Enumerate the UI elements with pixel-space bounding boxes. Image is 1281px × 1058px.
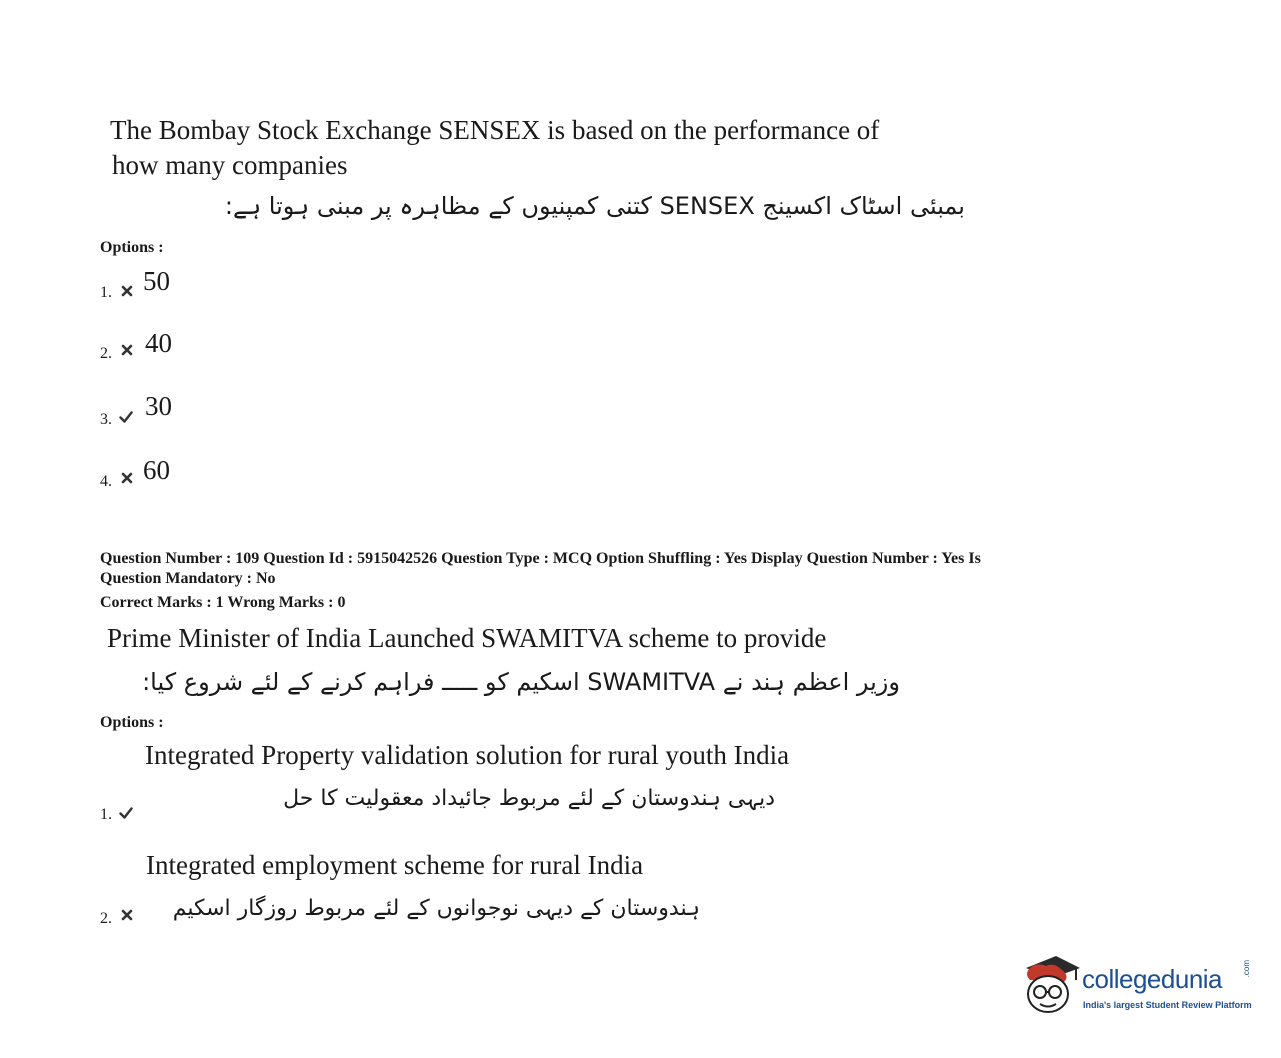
- question1-urdu: بمبئی اسٹاک اکسینج SENSEX کتنی کمپنیوں کے مظاہرہ پر مبنی ہوتا ہے:: [224, 192, 965, 220]
- q2-option-2[interactable]: [100, 848, 900, 933]
- option-value: 40: [145, 328, 172, 358]
- cross-icon: [120, 908, 134, 922]
- cross-icon: [120, 343, 134, 357]
- question1-text-line2: how many companies: [112, 150, 348, 180]
- cross-icon: [120, 284, 134, 298]
- logo-suffix: .com: [1242, 960, 1251, 978]
- question2-options-label: Options :: [100, 714, 164, 731]
- option-number: 4.: [100, 473, 112, 490]
- option-number: 2.: [100, 345, 112, 362]
- question-marks: Correct Marks : 1 Wrong Marks : 0: [100, 594, 346, 611]
- option-urdu: ہندوستان کے دیہی نوجوانوں کے لئے مربوط روزگار اسکیم: [172, 896, 700, 921]
- question-meta-line1: Question Number : 109 Question Id : 5915042526 Question Type : MCQ Option Shuffling : Yes Display Question Number : Yes Is: [100, 550, 981, 567]
- collegedunia-logo[interactable]: [1020, 950, 1260, 1022]
- option-value: 60: [143, 455, 170, 485]
- check-icon: [119, 806, 133, 820]
- question1-text-line1: The Bombay Stock Exchange SENSEX is based on the performance of: [110, 115, 880, 145]
- option-value: 50: [143, 266, 170, 296]
- option-number: 1.: [100, 284, 112, 301]
- q2-option-1[interactable]: [100, 738, 900, 828]
- question2-urdu: وزیر اعظم ہند نے SWAMITVA اسکیم کو ـــــ فراہم کرنے کے لئے شروع کیا:: [142, 668, 900, 696]
- option-text: Integrated Property validation solution for rural youth India: [145, 740, 790, 770]
- option-number: 1.: [100, 806, 112, 823]
- question2-text: Prime Minister of India Launched SWAMITVA scheme to provide: [107, 623, 827, 653]
- question1-options-label: Options :: [100, 239, 164, 256]
- option-urdu: دیہی ہندوستان کے لئے مربوط جائیداد معقولیت کا حل: [283, 786, 775, 811]
- cross-icon: [120, 471, 134, 485]
- logo-tagline: India's largest Student Review Platform: [1083, 1000, 1252, 1010]
- option-number: 3.: [100, 411, 112, 428]
- option-text: Integrated employment scheme for rural India: [146, 850, 644, 880]
- logo-name: collegedunia: [1082, 964, 1223, 994]
- option-value: 30: [145, 391, 172, 421]
- question-meta-line2: Question Mandatory : No: [100, 570, 276, 587]
- check-icon: [119, 410, 133, 424]
- mascot-icon: [1020, 952, 1082, 1018]
- option-number: 2.: [100, 910, 112, 927]
